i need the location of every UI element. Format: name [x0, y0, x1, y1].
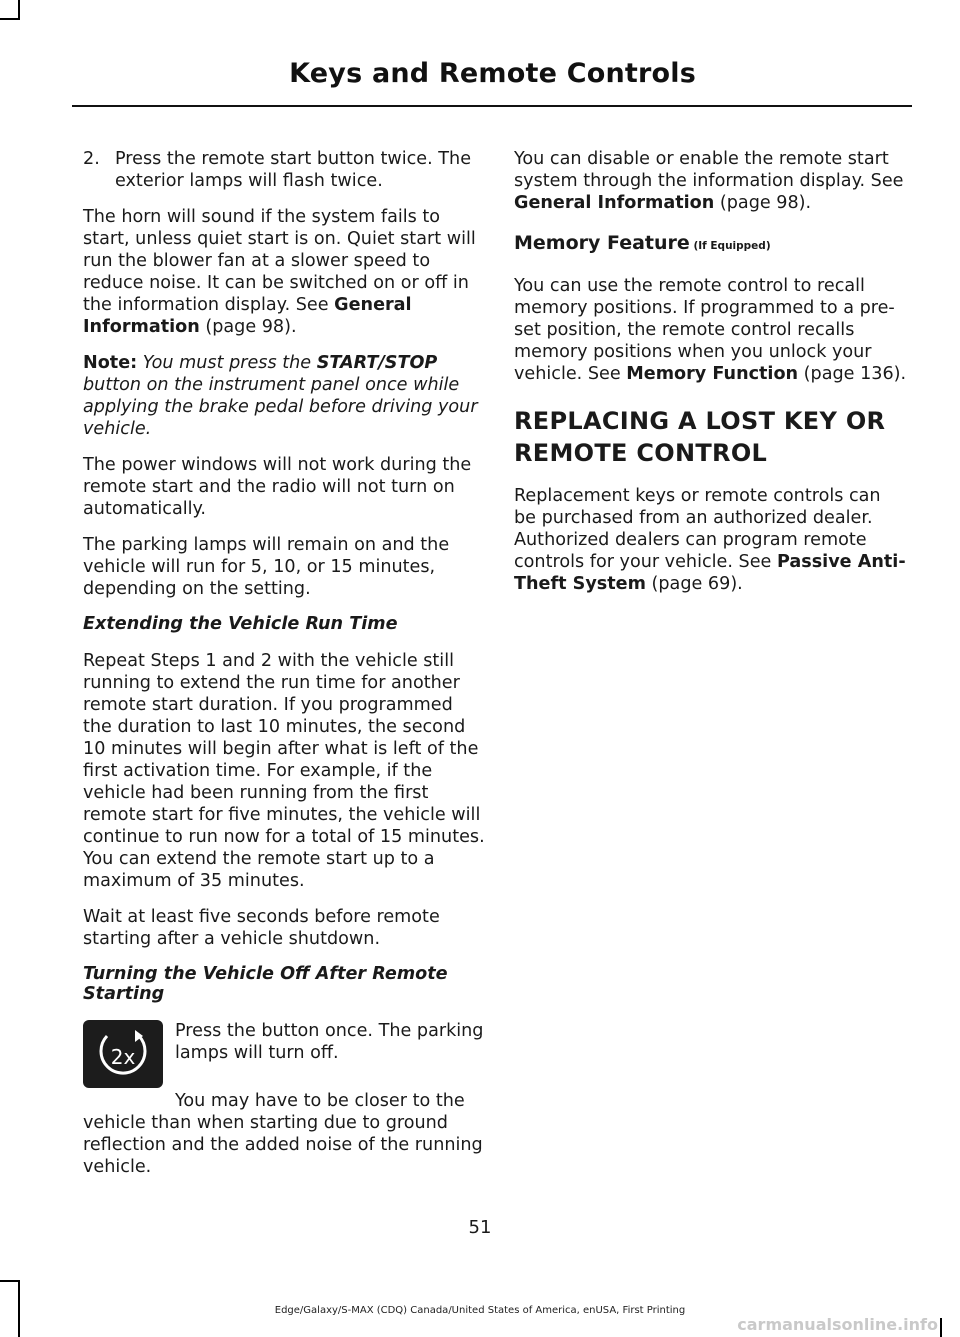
page-number: 51 [468, 1217, 492, 1238]
windows-paragraph: The power windows will not work during the remote start and the radio will not turn on automatically. [83, 455, 472, 519]
memory-function-link[interactable]: Memory Function [626, 364, 799, 384]
extending-heading: Extending the Vehicle Run Time [83, 614, 398, 634]
crop-mark [940, 1318, 942, 1337]
right-column [514, 148, 908, 609]
crop-mark [0, 1280, 20, 1282]
parking-paragraph: The parking lamps will remain on and the vehicle will run for 5, 10, or 15 minutes, depending on the setting. [83, 535, 450, 599]
memory-feature-heading: Memory Feature (If Equipped) [514, 232, 771, 254]
step-number: 2. [83, 149, 100, 169]
icon-label: 2x [110, 1045, 136, 1069]
crop-mark [18, 0, 20, 20]
passive-anti-theft-link[interactable]: Passive Anti-Theft System [514, 552, 906, 594]
watermark: carmanualsonline.info [737, 1315, 938, 1334]
remote-start-2x-icon [83, 1020, 163, 1088]
extending-paragraph: Repeat Steps 1 and 2 with the vehicle still running to extend the run time for another remote start duration. If you programmed the duration to last 10 minutes, the second 10 minutes will begin after what is left of the first activation time. For example, if the vehicle had been running from the first remote start for five minutes, the vehicle will continue to run now for a total of 15 minutes. You can extend the remote start up to a maximum of 35 minutes. [83, 651, 485, 891]
left-column [83, 148, 487, 1192]
replacing-heading: REPLACING A LOST KEY OR REMOTE CONTROL [514, 407, 886, 467]
disable-paragraph: You can disable or enable the remote start system through the information display. See General Information (page 98). [514, 149, 904, 213]
note-paragraph: Note: You must press the START/STOP button on the instrument panel once while applying the brake pedal before driving your vehicle. [83, 353, 478, 439]
wait-paragraph: Wait at least five seconds before remote starting after a vehicle shutdown. [83, 907, 440, 949]
press-paragraph: Press the button once. The parking lamps will turn off. [175, 1021, 484, 1063]
header-rule [72, 105, 912, 107]
replacing-paragraph: Replacement keys or remote controls can be purchased from an authorized dealer. Authorized dealers can program remote controls for your vehicle. See Passive Anti-Theft System (page 69). [514, 486, 906, 594]
memory-paragraph: You can use the remote control to recall memory positions. If programmed to a pre-set position, the remote control recalls memory positions when you unlock your vehicle. See Memory Function (page 136). [514, 276, 907, 384]
note-label: Note: [83, 353, 138, 373]
turning-off-heading: Turning the Vehicle Off After Remote Starting [83, 964, 448, 1004]
horn-paragraph: The horn will sound if the system fails to start, unless quiet start is on. Quiet start will run the blower fan at a slower speed to reduce noise. It can be switched on or off in the information display. See General Information (page 98). [83, 207, 476, 337]
step-text: Press the remote start button twice. The exterior lamps will flash twice. [115, 149, 472, 191]
closer-paragraph: You may have to be closer to the vehicle than when starting due to ground reflection and the added noise of the running vehicle. [83, 1091, 483, 1177]
footer-text: Edge/Galaxy/S-MAX (CDQ) Canada/United States of America, enUSA, First Printing [274, 1305, 686, 1316]
step-2 [83, 148, 487, 192]
page-header-title: Keys and Remote Controls [289, 58, 696, 89]
general-information-link[interactable]: General Information [83, 295, 412, 337]
general-information-link[interactable]: General Information [514, 193, 715, 213]
turn-off-block [83, 1020, 487, 1112]
crop-mark [0, 18, 20, 20]
